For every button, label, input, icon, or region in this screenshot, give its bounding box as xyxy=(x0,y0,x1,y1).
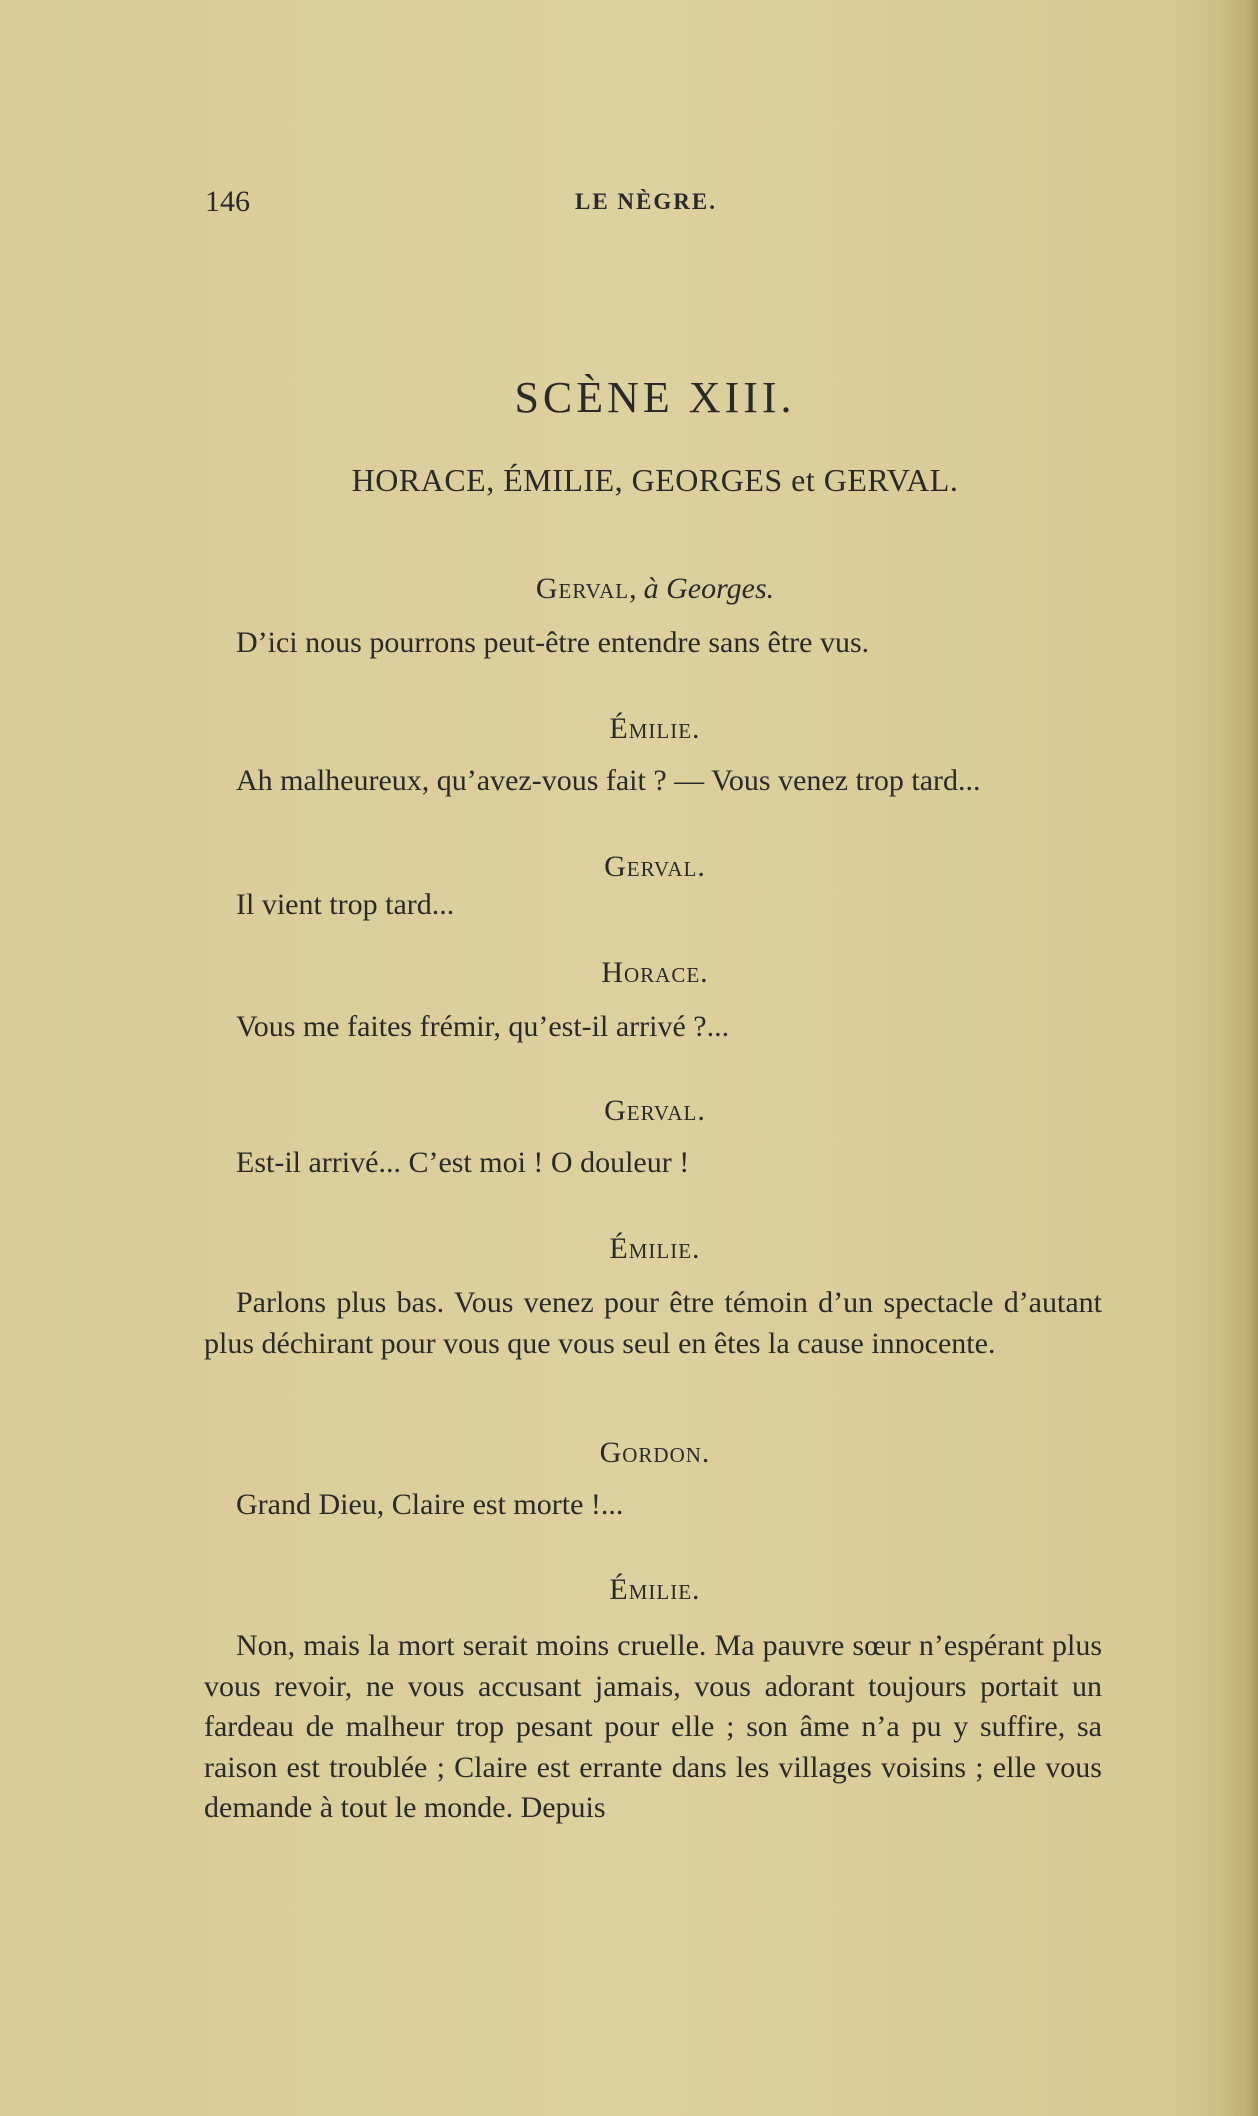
dialogue-line: Ah malheureux, qu’avez-vous fait ? — Vous venez trop tard... xyxy=(236,764,981,797)
dialogue-paragraph: Non, mais la mort serait moins cruelle. Ma pauvre sœur n’espérant plus vous revoir, ne vous accusant jamais, vous adorant toujours portait un fardeau de malheur trop pesant pour elle ; son âme n’a pu y suffire, sa raison est troublée ; Claire est errante dans les villages voisins ; elle vous demande à tout le monde. Depuis xyxy=(204,1629,1102,1824)
scene-title: SCÈNE XIII. xyxy=(514,373,796,422)
speaker-heading: Gerval. xyxy=(604,850,706,883)
dialogue-line: Il vient trop tard... xyxy=(236,888,455,921)
page-header xyxy=(205,185,1105,225)
speaker-heading: Émilie. xyxy=(609,712,701,745)
cast-list: HORACE, ÉMILIE, GEORGES et GERVAL. xyxy=(351,462,959,498)
dialogue-paragraph: Parlons plus bas. Vous venez pour être témoin d’un spectacle d’autant plus déchirant pour vous que vous seul en êtes la cause innocente. xyxy=(204,1286,1102,1360)
speaker-heading: Gerval, à Georges. xyxy=(535,572,775,605)
dialogue-line: Est-il arrivé... C’est moi ! O douleur ! xyxy=(236,1146,690,1179)
page-edge xyxy=(1244,0,1258,2116)
dialogue-line: Vous me faites frémir, qu’est-il arrivé ?... xyxy=(236,1010,730,1043)
page-number: 146 xyxy=(205,185,250,218)
dialogue-line: Grand Dieu, Claire est morte !... xyxy=(236,1488,624,1521)
running-title: LE NÈGRE. xyxy=(575,189,717,214)
speaker-heading: Gordon. xyxy=(599,1436,711,1469)
speaker-heading: Gerval. xyxy=(604,1094,706,1127)
speaker-heading: Émilie. xyxy=(609,1573,701,1606)
speaker-heading: Horace. xyxy=(601,956,709,989)
stage-direction: à Georges. xyxy=(643,572,775,605)
speaker-heading: Émilie. xyxy=(609,1232,701,1265)
dialogue-line: D’ici nous pourrons peut-être entendre sans être vus. xyxy=(236,626,870,659)
